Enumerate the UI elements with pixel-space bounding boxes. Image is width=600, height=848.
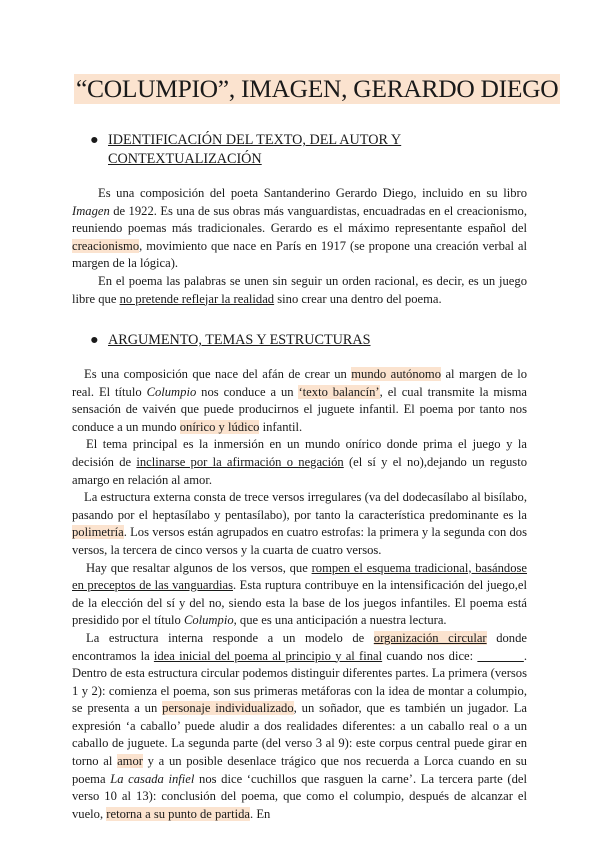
highlight: onírico y lúdico	[179, 419, 260, 434]
highlight: creacionismo	[72, 238, 140, 253]
paragraph: La estructura interna responde a un modelo de organización circular donde encontramos la idea inicial del poema al principio y al final cuando nos dice: . Dentro de esta estructura circular podemos distinguir diferentes partes. La primera (versos 1 y 2): comienza el poema, son sus primeras metáforas con la idea de montar a columpio, se presenta a un personaje individualizado, un soñador, que es también un jugador. La expresión ‘a caballo’ puede aludir a dos realidades diferentes: a un caballo real o a un caballo de juguete. La segunda parte (del verso 3 al 9): este corpus central puede girar en torno al amor y a un posible desenlace trágico que nos recuerda a Lorca cuando en su poema La casada infiel nos dice ‘cuchillos que rasguen la carne’. La tercera parte (del verso 10 al 13): conclusión del poema, que como el columpio, después de alcanzar el vuelo, retorna a su punto de partida. En	[72, 630, 528, 821]
section-heading-text: IDENTIFICACIÓN DEL TEXTO, DEL AUTOR Y CONTEXTUALIZACIÓN	[108, 132, 402, 167]
highlight: mundo autónomo	[351, 367, 442, 381]
bullet-icon: ●	[90, 332, 99, 348]
highlight: ‘texto balancín’	[298, 384, 380, 399]
highlight: personaje individualizado	[162, 701, 294, 716]
section-body-argumento	[72, 366, 527, 823]
paragraph: Es una composición del poeta Santanderino Gerardo Diego, incluido en su libro Imagen de 1922. Es una de sus obras más vanguardistas, encuadradas en el creacionismo, reuniendo poemas más tradicionales. Gerardo es el máximo representante español del creacionismo, movimiento que nace en París en 1917 (se propone una creación verbal al margen de la lógica).	[72, 186, 527, 271]
section-heading-text: ARGUMENTO, TEMAS Y ESTRUCTURAS	[108, 332, 371, 348]
underlined-phrase: no pretende reflejar la realidad	[119, 291, 275, 306]
highlight: polimetría	[72, 525, 124, 540]
document-title: “COLUMPIO”, IMAGEN, GERARDO DIEGO	[76, 74, 559, 103]
highlight: amor	[117, 754, 143, 769]
paragraph: El tema principal es la inmersión en un mundo onírico donde prima el juego y la decisión de inclinarse por la afirmación o negación (el sí y el no),dejando un regusto amargo en relación al amor.	[72, 437, 528, 487]
underlined-phrase: inclinarse por la afirmación o negación	[136, 454, 344, 469]
paragraph: Es una composición que nace del afán de crear un mundo autónomo al margen de lo real. El título Columpio nos conduce a un ‘texto balancín’, el cual transmite la misma sensación de vaivén que puede producirnos el juguete infantil. El poema por tanto nos conduce a un mundo onírico y lúdico infantil.	[72, 367, 528, 434]
highlight: retorna a su punto de partida	[106, 806, 251, 821]
underlined-phrase: idea inicial del poema al principio y al final	[153, 648, 383, 663]
paragraph: Hay que resaltar algunos de los versos, que rompen el esquema tradicional, basándose en preceptos de las vanguardias. Esta ruptura contribuye en la intensificación del juego,el de la elección del sí y del no, siendo esta la base de los juegos infantiles. El poema está presidido por el título Columpio, que es una anticipación a nuestra lectura.	[72, 560, 527, 628]
blank-line	[477, 649, 523, 663]
highlight: organización circular	[373, 630, 487, 645]
underlined-phrase: rompen el esquema tradicional, basándose en preceptos de las vanguardias	[72, 560, 527, 593]
section-heading-identificacion	[90, 131, 408, 169]
section-body-identificacion	[72, 185, 527, 308]
bullet-icon: ●	[90, 132, 99, 148]
section-heading-argumento	[90, 331, 408, 350]
paragraph: La estructura externa consta de trece versos irregulares (va del dodecasílabo al bisílabo, pasando por el heptasílabo y pentasílabo), por tanto la característica predominante es la polimetría. Los versos están agrupados en cuatro estrofas: la primera y la segunda con dos versos, la tercera de cinco versos y la cuarta de cuatro versos.	[72, 490, 527, 557]
paragraph: En el poema las palabras se unen sin seguir un orden racional, es decir, es un juego libre que no pretende reflejar la realidad sino crear una dentro del poema.	[72, 273, 527, 306]
